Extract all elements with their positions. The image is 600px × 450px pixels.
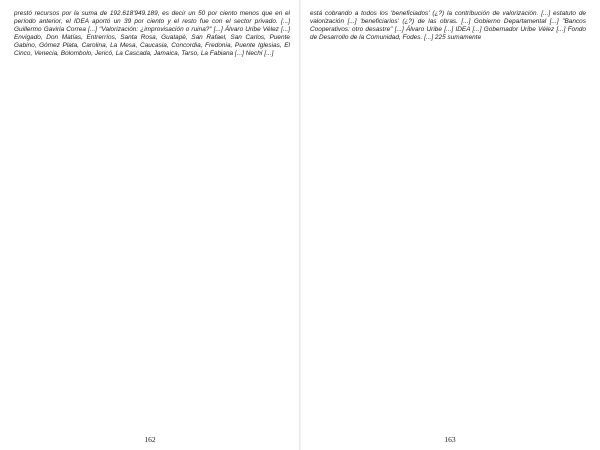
left-page-body-text: prestó recursos por la suma de 192.618'949.189, es decir un 50 por ciento menos que en el período anterior, el IDEA aportó un 39 por ciento y el resto fue con el sector privado. [...] Guillermo Gaviria Correa [...] "Valorización: ¿improvisación o ruina?" [...] Álvaro Uribe Vélez [...] Envigado, Don Matías, Entrerríos, Santa Rosa, Guatapé, San Rafael, San Carlos, Puente Gabino, Gómez Plata, Carolina, La Mesa, Caucasia, Concordia, Fredonia, Puente Iglesias, El Cinco, Venecia, Bolombolo, Jericó, La Cascada, Jamaica, Tarso, La Fabiana [...] Nechí [...] bbox=[14, 10, 290, 57]
right-page-number: 163 bbox=[444, 435, 456, 444]
left-page-number: 162 bbox=[144, 435, 156, 444]
right-page bbox=[300, 0, 600, 450]
right-page-body-text: está cobrando a todos los 'beneficiados' (¿?) la contribución de valorización. [...] estatuto de valorización [...] 'beneficiarios' (¿?) de las obras. [...] Gobierno Departamental [...] "Bancos Cooperativos: otro desastre" [...] Álvaro Uribe [...] IDEA [...] Gobernador Uribe Vélez [...] Fondo de Desarrollo de la Comunidad, Fodes. [...] 225 sumamente bbox=[310, 10, 586, 41]
